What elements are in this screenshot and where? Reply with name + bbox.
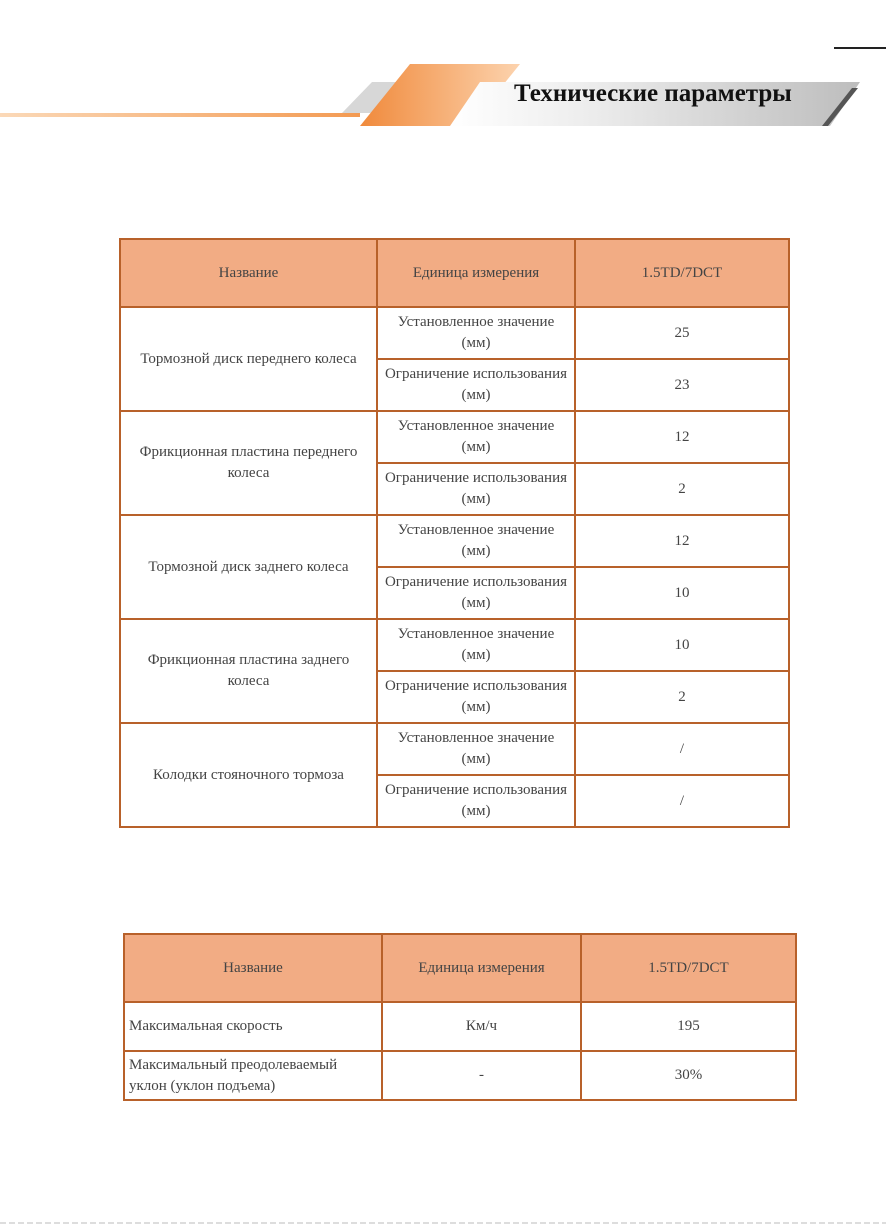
top-rule [834, 47, 886, 49]
unit-cell: Установленное значение (мм) [377, 723, 575, 775]
page-title: Технические параметры [514, 80, 792, 107]
value-cell: 10 [575, 619, 789, 671]
unit-cell: Ограничение использования (мм) [377, 671, 575, 723]
value-cell: 195 [581, 1002, 796, 1051]
header-name: Название [124, 934, 382, 1002]
unit-cell: Ограничение использования (мм) [377, 567, 575, 619]
unit-cell: Установленное значение (мм) [377, 411, 575, 463]
unit-cell: Км/ч [382, 1002, 581, 1051]
header-model: 1.5TD/7DCT [575, 239, 789, 307]
unit-cell: Установленное значение (мм) [377, 515, 575, 567]
table-row [120, 307, 789, 359]
header-unit: Единица измерения [382, 934, 581, 1002]
table-header-row [120, 239, 789, 307]
unit-cell: Установленное значение (мм) [377, 619, 575, 671]
unit-cell: - [382, 1051, 581, 1100]
table-row [120, 723, 789, 775]
item-name: Тормозной диск переднего колеса [120, 307, 377, 411]
table-header-row [124, 934, 796, 1002]
performance-table [123, 933, 797, 1101]
value-cell: 10 [575, 567, 789, 619]
value-cell: 12 [575, 411, 789, 463]
brake-parameters-table [119, 238, 790, 828]
value-cell: 23 [575, 359, 789, 411]
table-row [124, 1002, 796, 1051]
table-row [124, 1051, 796, 1100]
value-cell: 2 [575, 671, 789, 723]
item-name: Максимальный преодолеваемый уклон (уклон подъема) [124, 1051, 382, 1100]
header-model: 1.5TD/7DCT [581, 934, 796, 1002]
header-name: Название [120, 239, 377, 307]
unit-cell: Ограничение использования (мм) [377, 463, 575, 515]
value-cell: / [575, 723, 789, 775]
unit-cell: Ограничение использования (мм) [377, 775, 575, 827]
table-row [120, 411, 789, 463]
unit-cell: Ограничение использования (мм) [377, 359, 575, 411]
value-cell: 30% [581, 1051, 796, 1100]
item-name: Максимальная скорость [124, 1002, 382, 1051]
item-name: Фрикционная пластина переднего колеса [120, 411, 377, 515]
unit-cell: Установленное значение (мм) [377, 307, 575, 359]
value-cell: 12 [575, 515, 789, 567]
table-row [120, 619, 789, 671]
header-unit: Единица измерения [377, 239, 575, 307]
item-name: Фрикционная пластина заднего колеса [120, 619, 377, 723]
item-name: Тормозной диск заднего колеса [120, 515, 377, 619]
value-cell: / [575, 775, 789, 827]
item-name: Колодки стояночного тормоза [120, 723, 377, 827]
bottom-dotted-rule [0, 1222, 886, 1224]
value-cell: 2 [575, 463, 789, 515]
value-cell: 25 [575, 307, 789, 359]
table-row [120, 515, 789, 567]
